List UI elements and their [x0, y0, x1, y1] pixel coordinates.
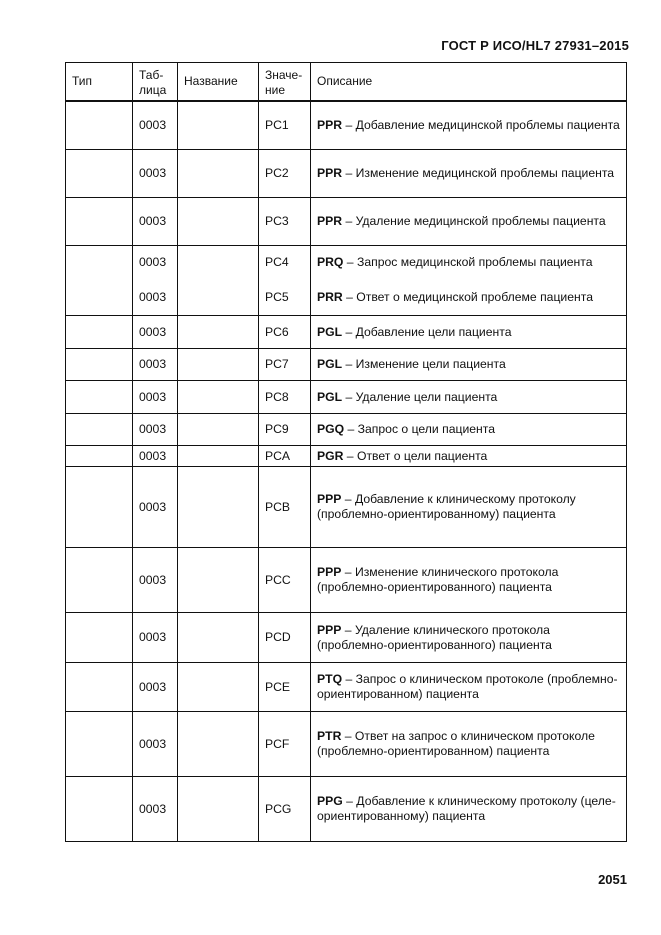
table-row — [66, 548, 627, 613]
table-row — [66, 712, 627, 777]
description-cell — [311, 101, 627, 150]
description-cell — [311, 712, 627, 777]
message-code: PGL — [317, 324, 343, 339]
name-cell — [178, 349, 259, 381]
description-text: – Добавление к клиническому протоколу (целе-ориентированному) пациента — [317, 794, 616, 823]
description-text: – Запрос о цели пациента — [344, 422, 496, 436]
table-row — [66, 777, 627, 842]
table-cell: 0003 — [133, 613, 178, 663]
type-cell — [66, 663, 133, 712]
message-code: PPR — [317, 117, 343, 132]
type-cell — [66, 467, 133, 548]
description-cell — [311, 446, 627, 467]
message-code: PGR — [317, 448, 344, 463]
table-cell: 0003 — [133, 150, 178, 198]
table-row — [66, 446, 627, 467]
value-cell: PCD — [259, 613, 311, 663]
table-row — [66, 381, 627, 414]
table-cell: 0003 — [133, 316, 178, 349]
description-text: – Изменение клинического протокола (проблемно-ориентированного) пациента — [317, 565, 559, 594]
message-code: PRQ — [317, 255, 344, 270]
value-cell: PC5 — [259, 280, 311, 316]
table-row — [66, 246, 627, 280]
value-cell: PC3 — [259, 198, 311, 246]
column-header-description: Описание — [311, 63, 627, 101]
message-code: PPP — [317, 565, 342, 579]
value-cell: PC2 — [259, 150, 311, 198]
description-text: – Запрос о клиническом протоколе (проблемно-ориентированном) пациента — [317, 672, 618, 701]
value-cell: PC7 — [259, 349, 311, 381]
table-row — [66, 349, 627, 381]
description-text: – Изменение цели пациента — [342, 357, 506, 371]
type-cell — [66, 446, 133, 467]
name-cell — [178, 446, 259, 467]
type-cell — [66, 381, 133, 414]
type-cell — [66, 198, 133, 246]
description-text: – Удаление медицинской проблемы пациента — [342, 214, 606, 228]
name-cell — [178, 101, 259, 150]
value-cell: PC4 — [259, 246, 311, 280]
message-code: PGL — [317, 357, 343, 371]
table-row — [66, 613, 627, 663]
table-cell: 0003 — [133, 712, 178, 777]
table-cell: 0003 — [133, 381, 178, 414]
column-header-value-text: Значе- ние — [265, 68, 303, 97]
description-text: – Добавление медицинской проблемы пациента — [342, 117, 620, 132]
description-text: – Ответ о медицинской проблеме пациента — [342, 289, 593, 304]
table-cell: 0003 — [133, 349, 178, 381]
description-cell — [311, 663, 627, 712]
table-cell: 0003 — [133, 246, 178, 280]
type-cell — [66, 548, 133, 613]
type-cell — [66, 349, 133, 381]
column-header-table-text: Таб- лица — [139, 68, 167, 97]
message-code: PPR — [317, 214, 343, 228]
value-cell: PC8 — [259, 381, 311, 414]
name-cell — [178, 280, 259, 316]
message-code: PRR — [317, 289, 343, 304]
description-text: – Удаление клинического протокола (проблемно-ориентированного) пациента — [317, 622, 552, 652]
name-cell — [178, 150, 259, 198]
description-text: – Ответ на запрос о клиническом протоколе (проблемно-ориентированном) пациента — [317, 729, 595, 758]
message-code: PPR — [317, 166, 343, 180]
description-text: – Изменение медицинской проблемы пациента — [342, 166, 615, 180]
table-row — [66, 280, 627, 316]
description-text: – Добавление цели пациента — [342, 324, 512, 339]
table-cell: 0003 — [133, 777, 178, 842]
description-cell — [311, 467, 627, 548]
type-cell — [66, 280, 133, 316]
table-cell: 0003 — [133, 548, 178, 613]
description-cell — [311, 280, 627, 316]
name-cell — [178, 467, 259, 548]
name-cell — [178, 712, 259, 777]
table-row — [66, 150, 627, 198]
description-text: – Запрос медицинской проблемы пациента — [343, 255, 593, 270]
standard-designation: ГОСТ Р ИСО/HL7 27931–2015 — [441, 38, 629, 53]
type-cell — [66, 246, 133, 280]
table-body — [66, 101, 627, 842]
message-code: PTR — [317, 729, 342, 743]
value-cell: PCB — [259, 467, 311, 548]
name-cell — [178, 316, 259, 349]
event-codes-table — [65, 62, 627, 842]
value-cell: PC9 — [259, 414, 311, 446]
table-row — [66, 467, 627, 548]
value-cell: PC1 — [259, 101, 311, 150]
table-row — [66, 101, 627, 150]
description-text: – Добавление к клиническому протоколу (проблемно-ориентированному) пациента — [317, 492, 576, 521]
description-cell — [311, 613, 627, 663]
table-cell: 0003 — [133, 446, 178, 467]
table-cell: 0003 — [133, 101, 178, 150]
message-code: PPP — [317, 622, 342, 637]
name-cell — [178, 381, 259, 414]
type-cell — [66, 150, 133, 198]
message-code: PGQ — [317, 422, 345, 436]
table-header — [66, 63, 627, 101]
description-cell — [311, 198, 627, 246]
value-cell: PCF — [259, 712, 311, 777]
type-cell — [66, 613, 133, 663]
name-cell — [178, 663, 259, 712]
table-cell: 0003 — [133, 467, 178, 548]
message-code: PGL — [317, 389, 343, 404]
name-cell — [178, 777, 259, 842]
description-text: – Удаление цели пациента — [342, 389, 498, 404]
description-cell — [311, 381, 627, 414]
type-cell — [66, 777, 133, 842]
description-cell — [311, 316, 627, 349]
type-cell — [66, 712, 133, 777]
table-cell: 0003 — [133, 414, 178, 446]
name-cell — [178, 246, 259, 280]
value-cell: PC6 — [259, 316, 311, 349]
description-cell — [311, 548, 627, 613]
message-code: PPG — [317, 794, 343, 808]
column-header-type: Тип — [66, 63, 133, 101]
name-cell — [178, 198, 259, 246]
description-cell — [311, 349, 627, 381]
value-cell: PCG — [259, 777, 311, 842]
table-row — [66, 316, 627, 349]
value-cell: PCC — [259, 548, 311, 613]
type-cell — [66, 414, 133, 446]
value-cell: PCA — [259, 446, 311, 467]
column-header-table — [133, 63, 178, 101]
description-text: – Ответ о цели пациента — [343, 448, 488, 463]
description-cell — [311, 150, 627, 198]
value-cell: PCE — [259, 663, 311, 712]
column-header-name: Название — [178, 63, 259, 101]
table-cell: 0003 — [133, 198, 178, 246]
type-cell — [66, 316, 133, 349]
description-cell — [311, 246, 627, 280]
message-code: PPP — [317, 492, 342, 506]
table-row — [66, 663, 627, 712]
name-cell — [178, 548, 259, 613]
name-cell — [178, 414, 259, 446]
description-cell — [311, 777, 627, 842]
name-cell — [178, 613, 259, 663]
table-row — [66, 414, 627, 446]
table-cell: 0003 — [133, 663, 178, 712]
description-cell — [311, 414, 627, 446]
message-code: PTQ — [317, 672, 343, 686]
column-header-value — [259, 63, 311, 101]
table-cell: 0003 — [133, 280, 178, 316]
page-number: 2051 — [598, 872, 627, 887]
type-cell — [66, 101, 133, 150]
table-row — [66, 198, 627, 246]
